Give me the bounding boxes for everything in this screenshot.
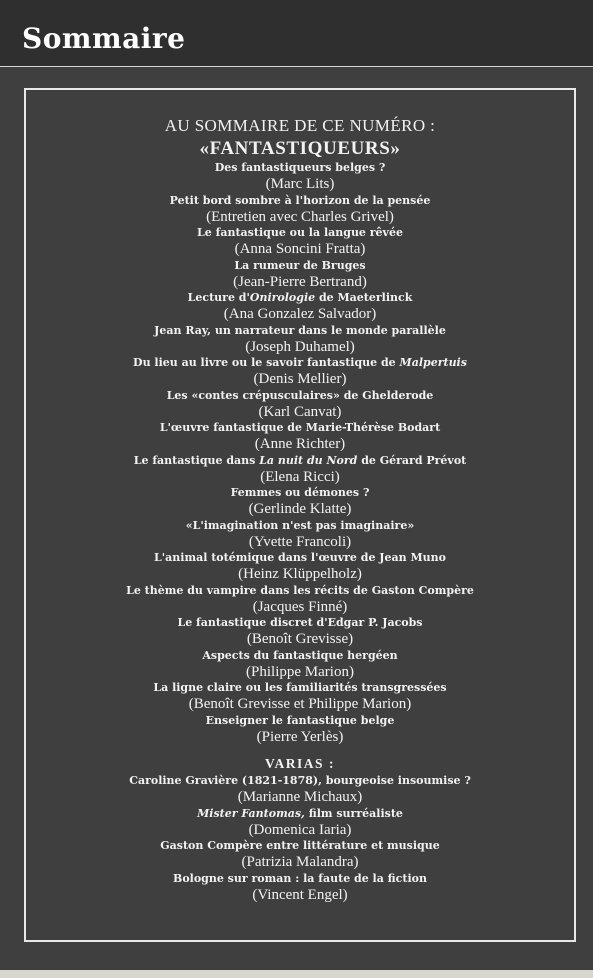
article-title-part: film surréaliste [304,806,403,820]
list-item [26,389,574,422]
article-title-part: de Gérard Prévot [357,453,467,467]
list-item [26,774,574,807]
article-author: (Jean-Pierre Bertrand) [233,273,367,290]
article-title-part: de Maeterlinck [315,291,413,304]
article-title: Gaston Compère entre littérature et musique [160,839,440,852]
issue-title: «FANTASTIQUEURS» [199,138,401,159]
list-item [26,681,574,714]
article-author: (Benoît Grevisse et Philippe Marion) [188,696,412,712]
header-bar [0,0,593,66]
article-author: (Karl Canvat) [258,403,342,420]
article-title: Enseigner le fantastique belge [205,713,395,727]
article-title: Bologne sur roman : la faute de la fiction [173,871,427,885]
article-title: Jean Ray, un narrateur dans le monde parallèle [154,323,446,337]
article-title: Des fantastiqueurs belges ? [214,161,386,174]
article-author: (Marianne Michaux) [237,789,363,805]
article-author: (Heinz Klüppelholz) [238,566,362,582]
list-item [26,356,574,389]
article-title [26,356,574,370]
list-item [26,839,574,872]
article-title-italic: Onirologie [249,291,316,304]
article-author: (Benoît Grevisse) [246,631,354,647]
table-of-contents [26,115,574,904]
article-author: (Vincent Engel) [252,886,348,903]
header-divider [0,66,593,67]
article-author: (Ana Gonzalez Salvador) [223,306,377,322]
article-title: L'œuvre fantastique de Marie-Thérèse Bodart [159,421,441,434]
page-title: Sommaire [22,22,186,55]
article-title: La rumeur de Bruges [234,258,366,272]
article-title: Caroline Gravière (1821-1878), bourgeoise insoumise ? [129,774,471,787]
article-title: Le thème du vampire dans les récits de Gaston Compère [126,583,474,597]
article-author: (Anna Soncini Fratta) [234,241,366,257]
varias-list [26,774,574,904]
article-title [26,807,574,821]
article-title-part: Lecture d' [187,291,250,304]
list-item [26,291,574,324]
article-title [26,454,574,468]
list-item [26,807,574,840]
article-author: (Philippe Marion) [246,663,354,680]
article-title-italic: Malpertuis [399,356,467,369]
article-title: Le fantastique discret d'Edgar P. Jacobs [177,616,423,629]
list-item [26,194,574,227]
article-title: Aspects du fantastique hergéen [202,648,398,662]
article-title: La ligne claire ou les familiarités transgressées [153,681,447,694]
list-item [26,519,574,552]
article-author: (Entretien avec Charles Grivel) [206,208,394,225]
article-author: (Yvette Francoli) [248,533,352,550]
article-author: (Pierre Yerlès) [256,728,344,745]
article-author: (Denis Mellier) [253,371,347,387]
list-item [26,486,574,519]
article-title: Les «contes crépusculaires» de Ghelderode [166,388,434,402]
article-title-part: Du lieu au livre ou le savoir fantastique de [133,356,400,369]
list-item [26,584,574,617]
article-author: (Jacques Finné) [252,598,348,615]
list-item [26,161,574,194]
article-author: (Patrizia Malandra) [241,854,359,870]
list-item [26,551,574,584]
list-item [26,616,574,649]
article-author: (Anne Richter) [254,436,346,452]
article-title-part: Le fantastique dans [133,453,260,467]
article-list [26,161,574,746]
article-title: Le fantastique ou la langue rêvée [197,226,403,239]
article-author: (Domenica Iaria) [248,821,352,838]
list-item [26,421,574,454]
list-item [26,649,574,682]
article-author: (Gerlinde Klatte) [248,501,352,517]
article-title: Femmes ou démones ? [230,486,370,499]
list-item [26,872,574,905]
article-author: (Elena Ricci) [260,468,340,485]
article-title: Petit bord sombre à l'horizon de la pensée [169,193,431,207]
list-item [26,714,574,747]
issue-heading: AU SOMMAIRE DE CE NUMÉRO : [164,116,436,135]
list-item [26,454,574,487]
article-title-italic: La nuit du Nord [259,453,358,467]
list-item [26,259,574,292]
list-item [26,226,574,259]
article-title: L'animal totémique dans l'œuvre de Jean Muno [154,551,446,564]
article-title [26,291,574,305]
article-author: (Joseph Duhamel) [245,338,355,355]
varias-heading: VARIAS : [265,756,335,771]
article-title-italic: Mister Fantomas, [197,806,305,820]
list-item [26,324,574,357]
article-author: (Marc Lits) [265,176,335,192]
page-edge [0,970,593,978]
article-title: «L'imagination n'est pas imaginaire» [185,518,415,532]
